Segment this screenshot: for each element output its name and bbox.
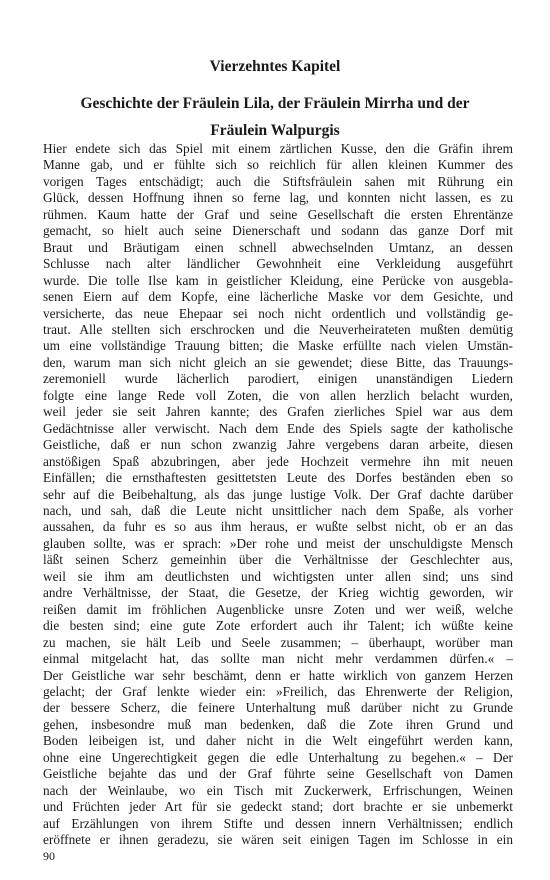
text-line: traut. Alle stellten sich erschrocken und die Neuverheirateten mußten demütig	[43, 321, 513, 337]
text-line: auf Erzählungen von ihrem Stifte und dessen innern Verhältnissen; endlich	[43, 815, 513, 831]
text-line: Geistliche, daß er nun schon zwanzig Jahre vergebens daran arbeite, diesen	[43, 437, 513, 453]
text-line: Geistliche bejahte das und der Graf führte seine Gesellschaft von Damen	[43, 766, 513, 782]
text-line: gehen, insbesondre muß man bedenken, daß die Zote ihren Grund und	[43, 716, 513, 732]
chapter-subtitle-line: Geschichte der Fräulein Lila, der Fräulein Mirrha und der	[80, 95, 470, 112]
text-line: gemacht, so hielt auch seine Dienerschaft und sodann das ganze Dorf mit	[43, 223, 513, 239]
text-line: die besten sind; eine gute Zote erfordert auch ihr Talent; ich wüßte keine	[43, 618, 513, 634]
text-line: der bessere Scherz, die feinere Unterhaltung muß darüber nicht zu Grunde	[43, 700, 513, 716]
text-line: senen Eiern auf dem Kopfe, eine lächerliche Maske vor dem Gesichte, und	[43, 289, 513, 305]
text-line: Braut und Bräutigam einen schnell abwechselnden Umtanz, an dessen	[43, 239, 513, 255]
text-line: gelacht; der Graf lenkte wieder ein: »Freilich, das Ehrenwerte der Religion,	[43, 683, 513, 699]
text-line: zeremoniell wurde lächerlich parodiert, einigen unanständigen Liedern	[43, 371, 513, 387]
text-line: versicherte, das neue Ehepaar sei noch nicht ordentlich und vollständig ge-	[43, 305, 513, 321]
text-line: folgte eine lange Rede voll Zoten, die von allen herzlich belacht wurden,	[43, 387, 513, 403]
text-line: läßt seinen Scherz gemeinhin über die Verhältnisse der Geschlechter aus,	[43, 552, 513, 568]
text-line: andre Verhältnisse, der Staat, die Gesetze, der Krieg wichtig geworden, wir	[43, 585, 513, 601]
text-line: ohne eine Ungerechtigkeit gegen die edle Unterhaltung zu begehen.« – Der	[43, 749, 513, 765]
text-line: nach der Weinlaube, wo ein Tisch mit Zuckerwerk, Erfrischungen, Weinen	[43, 782, 513, 798]
text-line: anstößigen Spaß abzubringen, aber jede Hochzeit vermehre ihn mit neuen	[43, 453, 513, 469]
text-line: weil sie ihm am deutlichsten und wichtigsten unter allen sind; uns sind	[43, 568, 513, 584]
text-line: weil jeder sie seit Jahren kannte; des Grafen zierliches Spiel war aus dem	[43, 404, 513, 420]
text-line: reißen damit im fröhlichen Augenblicke unsre Zoten und wer weiß, welche	[43, 601, 513, 617]
body-text	[43, 141, 513, 848]
page-number: 90	[43, 849, 55, 863]
text-line: den, warum man sich nicht gleich an sie gewendet; diese Bitte, das Trauungs-	[43, 354, 513, 370]
text-line: um eine vollständige Trauung bitten; die Maske erfüllte nach vielen Umstän-	[43, 338, 513, 354]
text-line: rühmen. Kaum hatte der Graf und seine Gesellschaft die ersten Ehrentänze	[43, 206, 513, 222]
text-line: nach, und sah, daß die Leute nicht unsittlicher nach dem Spaße, als vorher	[43, 502, 513, 518]
text-line: Boden leibeigen ist, und daher nicht in die Welt eingeführt werden kann,	[43, 733, 513, 749]
text-line: Gedächtnisse aller verwischt. Nach dem Ende des Spiels sagte der katholische	[43, 420, 513, 436]
text-line: vorigen Tages entschädigt; auch die Stiftsfräulein sahen mit Rührung ein	[43, 173, 513, 189]
chapter-subtitle	[40, 90, 510, 144]
text-line: wurde. Die tolle Ilse kam in geistlicher Kleidung, eine Perücke von ausgebla-	[43, 272, 513, 288]
text-line: Glück, dessen Hoffnung ihnen so ferne lag, und konnten nicht lassen, es zu	[43, 190, 513, 206]
text-line: eröffnete er ihnen geradezu, sie wären seit einigen Tagen im Schlosse in ein	[43, 832, 513, 848]
text-line: sehr auf die Beibehaltung, als das junge lustige Volk. Der Graf dachte darüber	[43, 486, 513, 502]
text-line: und Früchten jeder Art für sie gedeckt stand; dort brachte er sie unbemerkt	[43, 799, 513, 815]
text-line: einmal mitgelacht hat, das sollte man nicht mehr verdammen dürfen.« –	[43, 651, 513, 667]
text-line: Einfällen; die ernsthaftesten gesittetsten Leute des Dorfes beständen eben so	[43, 470, 513, 486]
text-line: Manne gab, und er fühlte sich so reichlich für allen kleinen Kummer des	[43, 157, 513, 173]
text-line: glauben sollte, was er sprach: »Der rohe und meist der unschuldigste Mensch	[43, 535, 513, 551]
chapter-title: Vierzehntes Kapitel	[209, 58, 341, 75]
chapter-subtitle-line: Fräulein Walpurgis	[210, 122, 340, 139]
text-line: Hier endete sich das Spiel mit einem zärtlichen Kusse, den die Gräfin ihrem	[43, 141, 513, 156]
text-line: Der Geistliche war sehr beschämt, denn er hatte wirklich von ganzem Herzen	[43, 667, 513, 683]
text-line: Schlusse nach alter ländlicher Gewohnheit eine Verkleidung ausgeführt	[43, 256, 513, 272]
text-line: aussahen, da fuhr es so aus ihm heraus, er wußte selbst nicht, ob er an das	[43, 519, 513, 535]
text-line: zu machen, sie hält Leib und Seele zusammen; – überhaupt, worüber man	[43, 634, 513, 650]
